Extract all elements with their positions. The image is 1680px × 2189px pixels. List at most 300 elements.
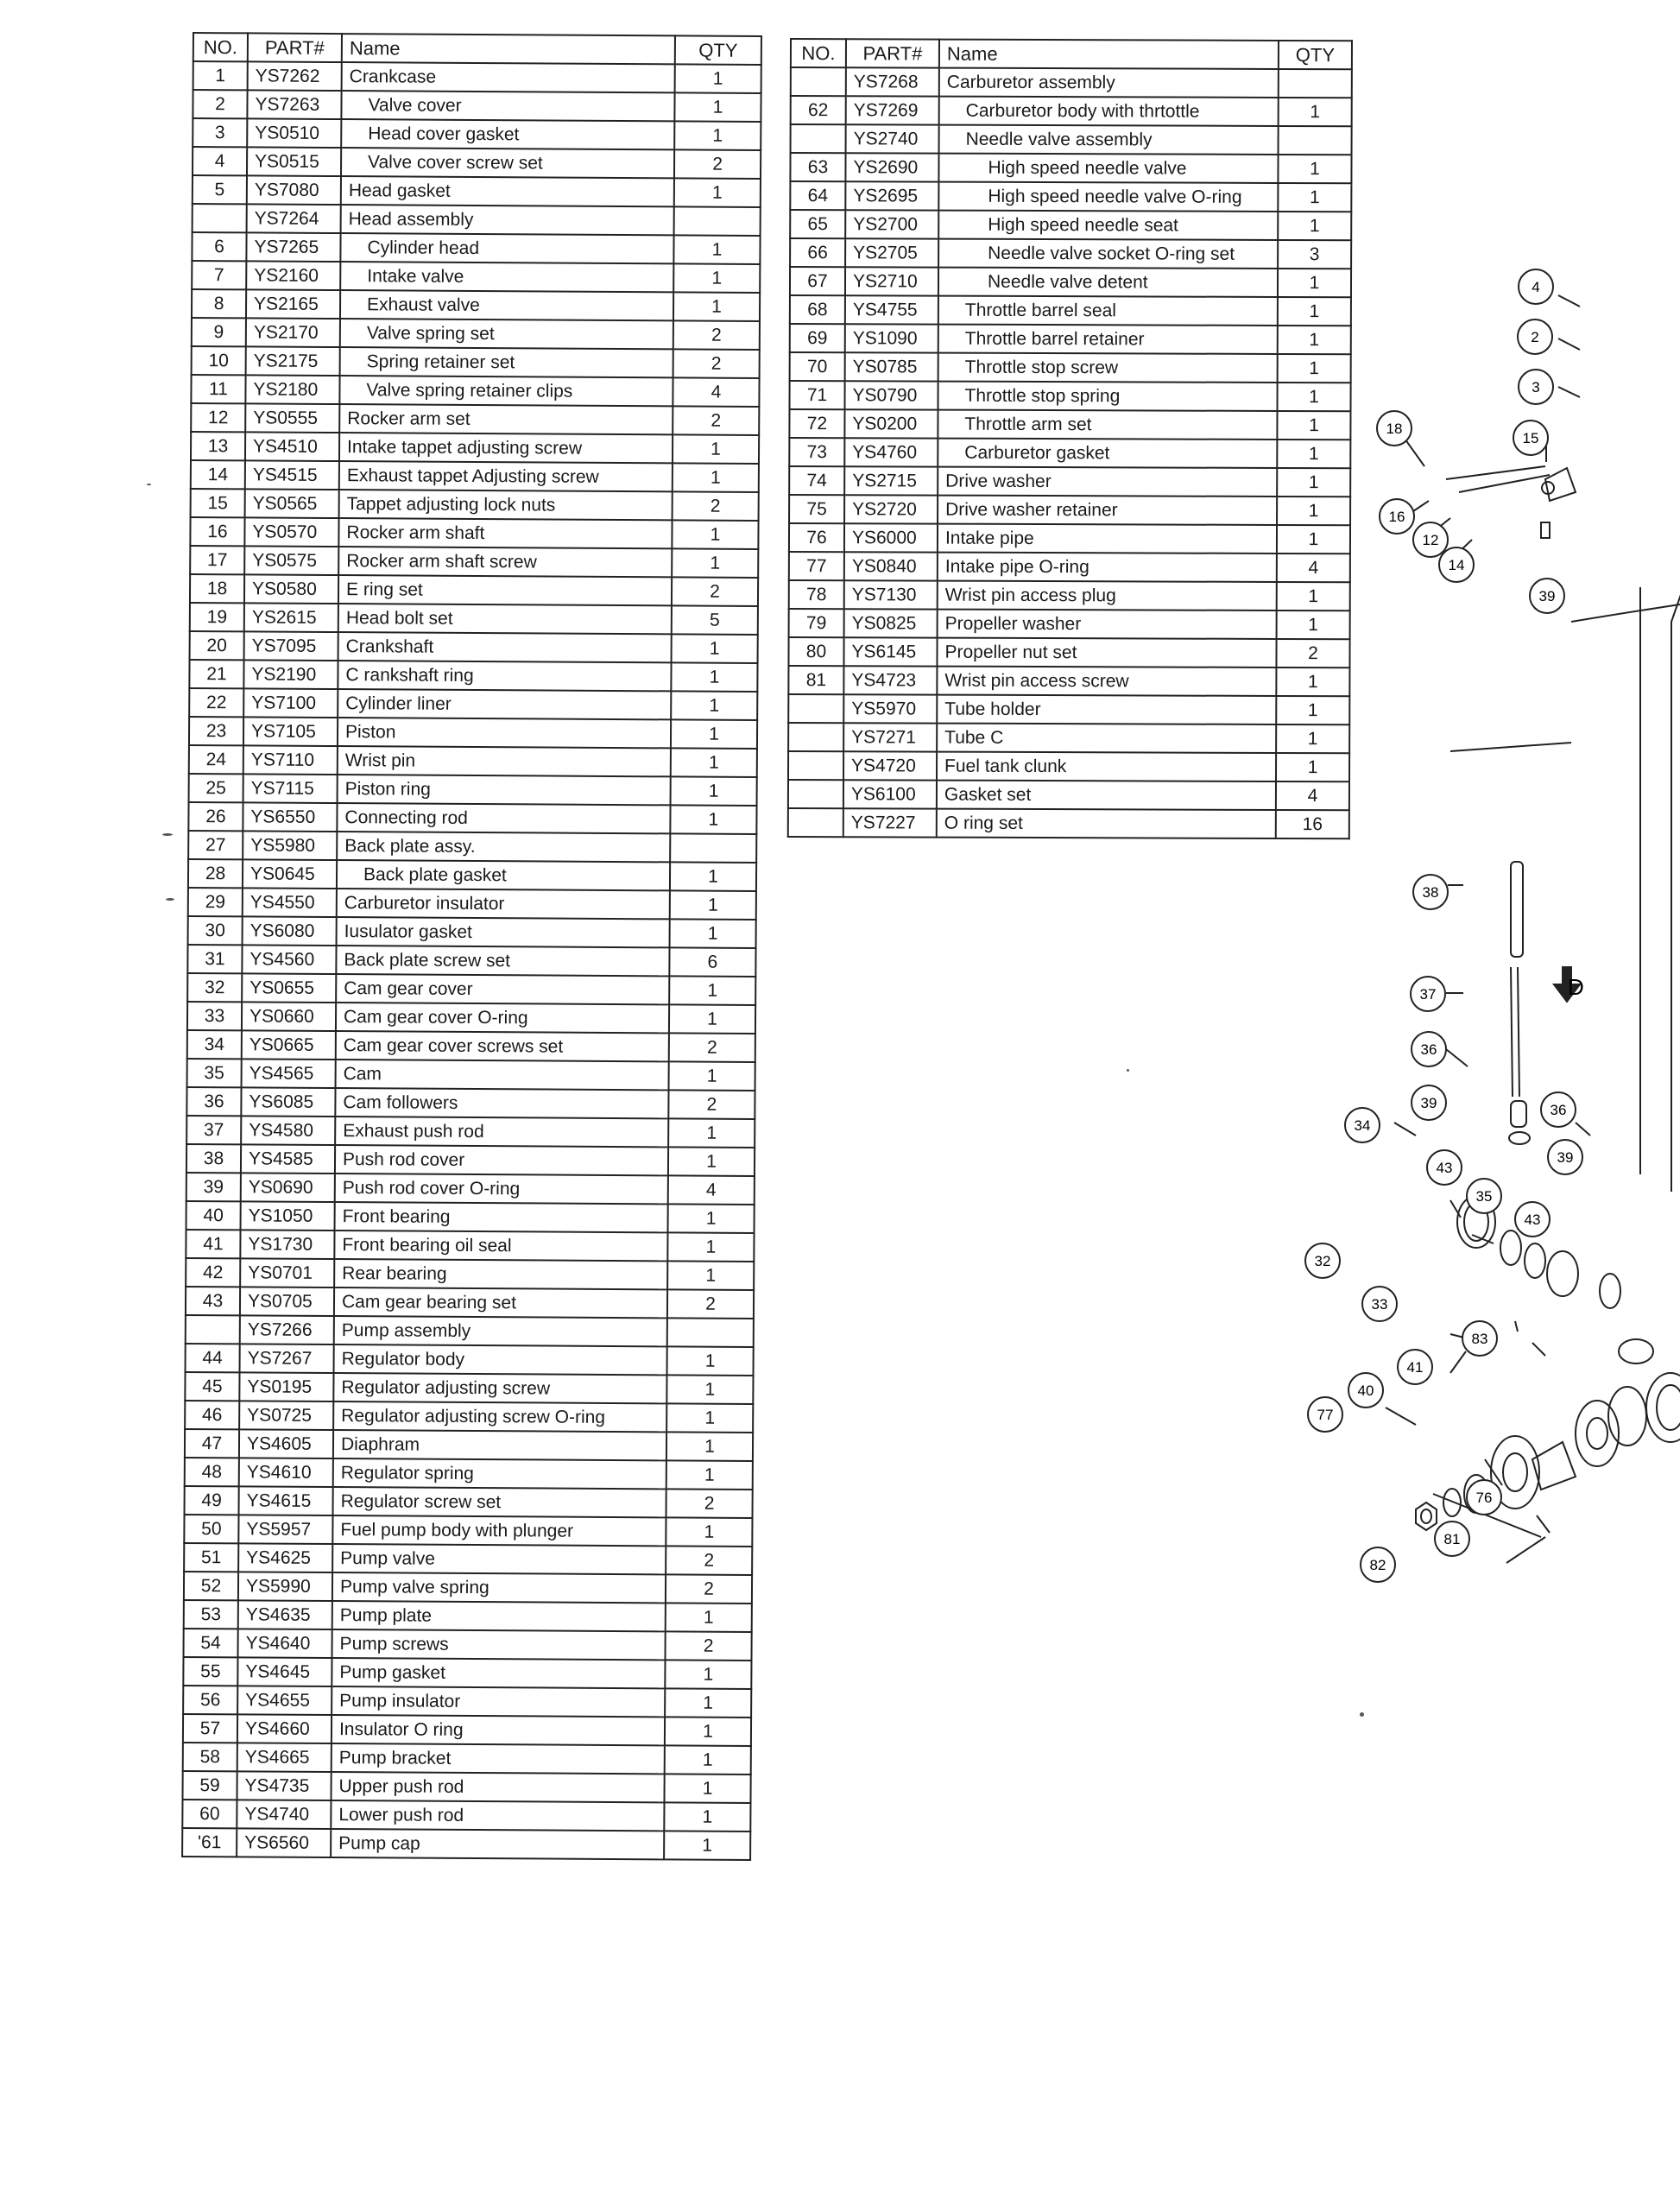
part-name-cell: Regulator screw set <box>333 1487 666 1517</box>
part-number-cell-no: 18 <box>190 574 244 603</box>
part-number-cell-no: 12 <box>191 403 245 432</box>
part-number-cell: YS0701 <box>240 1258 334 1287</box>
col-header-no: NO. <box>193 33 248 61</box>
part-name-cell: Front bearing <box>335 1202 668 1232</box>
part-name-cell: Drive washer retainer <box>938 496 1277 525</box>
part-number-cell: YS7227 <box>843 808 937 837</box>
part-name-cell: Throttle barrel seal <box>938 296 1278 326</box>
part-number-cell-no: 72 <box>789 409 844 438</box>
part-name-cell: Rocker arm set <box>339 404 673 434</box>
callout-37 <box>1411 977 1445 1011</box>
part-name-cell: Pump assembly <box>334 1316 667 1346</box>
part-name-cell: Gasket set <box>937 781 1276 810</box>
part-number-cell-no: 71 <box>789 381 844 409</box>
part-number-cell: YS4515 <box>245 460 339 490</box>
part-number-cell: YS7269 <box>846 96 939 124</box>
part-name-cell: Rocker arm shaft screw <box>338 547 672 577</box>
svg-text:76: 76 <box>1475 1490 1493 1506</box>
col-header-qty: QTY <box>1279 41 1352 69</box>
quantity-cell: 1 <box>666 1403 753 1433</box>
part-name-cell: Pump bracket <box>332 1743 665 1774</box>
part-number-cell-no: 79 <box>789 609 844 637</box>
table-row <box>186 1315 754 1347</box>
table-row <box>193 118 761 150</box>
svg-text:16: 16 <box>1388 509 1405 525</box>
table-header-row <box>791 39 1352 69</box>
quantity-cell: 1 <box>667 1261 754 1290</box>
part-number-cell: YS2170 <box>246 318 340 347</box>
table-row <box>791 67 1352 98</box>
part-name-cell: Cam gear cover <box>336 974 669 1004</box>
part-number-cell-no: 80 <box>788 637 843 666</box>
quantity-cell: 2 <box>673 491 759 521</box>
part-name-cell: E ring set <box>338 575 672 605</box>
quantity-cell: 1 <box>671 691 757 720</box>
quantity-cell: 1 <box>674 178 761 207</box>
part-name-cell: Cam <box>336 1060 669 1090</box>
quantity-cell: 1 <box>669 976 755 1005</box>
part-number-cell-no: 21 <box>189 660 243 688</box>
part-number-cell: YS6000 <box>844 523 938 552</box>
part-number-cell-no: 26 <box>188 802 243 831</box>
part-number-cell: YS0510 <box>247 118 341 148</box>
part-number-cell-no: 5 <box>193 175 247 204</box>
quantity-cell: 3 <box>1278 240 1351 269</box>
part-name-cell: Exhaust push rod <box>335 1117 668 1147</box>
table-row <box>186 1287 754 1319</box>
callout-33 <box>1362 1287 1397 1321</box>
quantity-cell <box>674 206 761 236</box>
part-number-cell: YS4660 <box>237 1714 332 1743</box>
table-row <box>193 90 761 122</box>
part-number-cell-no: 3 <box>193 118 247 147</box>
svg-text:2: 2 <box>1531 329 1539 345</box>
callout-4 <box>1519 269 1553 304</box>
part-name-cell: Iusulator gasket <box>337 917 670 947</box>
callout-41 <box>1398 1350 1432 1384</box>
part-number-cell: YS0645 <box>243 859 337 889</box>
part-number-cell: YS0575 <box>244 546 338 575</box>
diagram-edge-letter: D <box>1568 974 1584 1000</box>
part-name-cell: Pump gasket <box>332 1658 665 1688</box>
part-name-cell: Fuel pump body with plunger <box>332 1515 666 1546</box>
part-number-cell-no: 58 <box>183 1743 237 1771</box>
table-row <box>189 745 757 777</box>
quantity-cell: 6 <box>669 947 755 977</box>
table-row <box>183 1743 751 1775</box>
table-row <box>788 666 1349 696</box>
part-number-cell: YS4635 <box>238 1600 332 1629</box>
part-number-cell: YS4610 <box>239 1458 333 1487</box>
quantity-cell: 2 <box>666 1574 752 1604</box>
quantity-cell: 1 <box>670 890 756 920</box>
quantity-cell: 1 <box>666 1517 752 1547</box>
quantity-cell: 1 <box>1278 297 1351 326</box>
part-number-cell-no: 52 <box>184 1572 238 1600</box>
table-row <box>192 318 760 350</box>
table-row <box>191 489 759 521</box>
part-number-cell: YS4560 <box>242 945 336 974</box>
part-name-cell: Rear bearing <box>334 1259 667 1289</box>
svg-text:35: 35 <box>1475 1188 1493 1205</box>
table-row <box>193 204 761 236</box>
part-number-cell-no: 37 <box>186 1116 241 1144</box>
part-name-cell: Front bearing oil seal <box>334 1231 667 1261</box>
svg-text:82: 82 <box>1369 1557 1386 1573</box>
callout-12 <box>1413 522 1448 557</box>
part-name-cell: Pump valve <box>332 1544 666 1574</box>
quantity-cell: 1 <box>1278 326 1351 354</box>
quantity-cell: 1 <box>673 263 760 293</box>
quantity-cell: 1 <box>670 919 756 948</box>
part-number-cell-no: 67 <box>790 267 845 295</box>
part-name-cell: Exhaust valve <box>340 290 673 320</box>
part-number-cell-no: 1 <box>193 61 248 90</box>
quantity-cell: 1 <box>1279 98 1352 126</box>
table-row <box>186 1230 754 1262</box>
part-number-cell: YS7105 <box>243 717 338 746</box>
part-name-cell: Fuel tank clunk <box>937 752 1276 781</box>
table-row <box>184 1543 752 1575</box>
table-row <box>188 888 756 920</box>
callout-3 <box>1519 370 1553 404</box>
svg-text:4: 4 <box>1532 279 1540 295</box>
callout-39 <box>1412 1085 1446 1120</box>
table-row <box>789 495 1350 525</box>
table-row <box>192 289 760 321</box>
part-number-cell-no: 11 <box>191 375 245 403</box>
callout-34 <box>1345 1108 1380 1142</box>
callout-36 <box>1412 1032 1446 1066</box>
part-number-cell: YS6080 <box>243 916 337 946</box>
table-row <box>185 1458 753 1490</box>
table-row <box>185 1372 753 1404</box>
table-row <box>188 916 756 948</box>
part-number-cell-no: 73 <box>789 438 844 466</box>
part-number-cell: YS2740 <box>846 124 939 153</box>
part-number-cell-no: 53 <box>184 1600 238 1629</box>
quantity-cell: 1 <box>666 1375 753 1404</box>
table-row <box>190 631 758 663</box>
part-number-cell: YS4605 <box>239 1429 333 1458</box>
quantity-cell: 1 <box>667 1232 754 1262</box>
part-name-cell: Carburetor gasket <box>938 439 1277 468</box>
part-number-cell: YS0725 <box>239 1401 333 1430</box>
part-number-cell: YS1050 <box>241 1201 335 1231</box>
part-number-cell: YS4640 <box>238 1629 332 1658</box>
table-row <box>191 403 759 435</box>
part-number-cell: YS7268 <box>846 67 939 96</box>
quantity-cell: 1 <box>666 1432 753 1461</box>
table-row <box>185 1429 753 1461</box>
part-number-cell: YS5990 <box>238 1572 332 1601</box>
part-number-cell-no: 28 <box>188 859 243 888</box>
part-number-cell-no: 40 <box>186 1201 241 1230</box>
part-number-cell: YS4645 <box>237 1657 332 1686</box>
part-number-cell: YS0195 <box>239 1372 333 1401</box>
part-number-cell-no: 49 <box>185 1486 239 1515</box>
callout-43 <box>1427 1150 1462 1185</box>
quantity-cell: 1 <box>1276 667 1349 696</box>
col-header-name: Name <box>939 40 1279 69</box>
parts-table-right-body <box>788 67 1352 838</box>
table-row <box>788 637 1349 667</box>
part-number-cell-no: 51 <box>184 1543 238 1572</box>
part-name-cell: Carburetor assembly <box>939 68 1279 98</box>
quantity-cell: 1 <box>668 1147 755 1176</box>
part-number-cell-no: 64 <box>790 181 845 210</box>
table-row <box>192 232 760 264</box>
quantity-cell: 1 <box>673 463 759 492</box>
part-name-cell: Crankshaft <box>338 632 672 662</box>
part-number-cell-no: 19 <box>190 603 244 631</box>
part-name-cell: High speed needle valve O-ring <box>938 182 1278 212</box>
part-name-cell: Pump insulator <box>332 1686 665 1717</box>
table-row <box>182 1771 750 1803</box>
svg-text:43: 43 <box>1436 1160 1453 1176</box>
callout-77 <box>1308 1397 1342 1432</box>
callout-18 <box>1377 411 1412 446</box>
quantity-cell: 2 <box>673 349 760 378</box>
quantity-cell: 2 <box>668 1090 755 1119</box>
part-number-cell: YS5957 <box>238 1515 332 1544</box>
table-row <box>790 210 1351 240</box>
part-number-cell: YS7115 <box>243 774 338 803</box>
svg-text:43: 43 <box>1524 1212 1541 1228</box>
callout-36 <box>1541 1092 1576 1127</box>
table-row <box>789 381 1350 411</box>
quantity-cell: 1 <box>669 1061 755 1091</box>
table-row <box>788 694 1349 724</box>
svg-text:12: 12 <box>1422 532 1439 548</box>
part-number-cell: YS4720 <box>843 751 937 780</box>
part-name-cell: Crankcase <box>342 62 675 92</box>
part-number-cell: YS7080 <box>247 175 341 205</box>
callout-76 <box>1467 1480 1501 1515</box>
table-row <box>790 352 1351 383</box>
table-row <box>788 808 1349 838</box>
svg-text:3: 3 <box>1532 379 1540 395</box>
part-name-cell: Cylinder head <box>340 233 673 263</box>
quantity-cell: 2 <box>669 1033 755 1062</box>
part-number-cell: YS2700 <box>845 210 938 238</box>
part-number-cell: YS4735 <box>237 1771 331 1800</box>
quantity-cell: 1 <box>670 862 756 891</box>
part-name-cell: Insulator O ring <box>332 1715 665 1745</box>
part-number-cell: YS0690 <box>241 1173 335 1202</box>
callout-81 <box>1435 1522 1469 1556</box>
quantity-cell: 1 <box>1278 183 1351 212</box>
part-name-cell: Regulator adjusting screw <box>333 1373 666 1403</box>
part-number-cell-no: 57 <box>183 1714 237 1743</box>
table-row <box>191 375 759 407</box>
part-number-cell: YS4550 <box>243 888 337 917</box>
quantity-cell: 16 <box>1276 810 1349 838</box>
part-number-cell: YS7100 <box>243 688 338 718</box>
quantity-cell: 1 <box>1277 383 1350 411</box>
part-number-cell: YS7130 <box>844 580 938 609</box>
part-number-cell: YS2160 <box>246 261 340 290</box>
quantity-cell: 1 <box>665 1717 751 1746</box>
quantity-cell: 4 <box>1277 554 1350 582</box>
part-name-cell: Intake tappet adjusting screw <box>339 433 673 463</box>
quantity-cell: 1 <box>665 1660 751 1689</box>
table-header-row <box>193 33 761 65</box>
part-number-cell-no: 29 <box>188 888 243 916</box>
part-name-cell: Push rod cover <box>335 1145 668 1175</box>
quantity-cell: 1 <box>665 1688 751 1718</box>
part-number-cell-no: 68 <box>790 295 845 324</box>
part-number-cell-no: 15 <box>191 489 245 517</box>
col-header-no: NO. <box>791 39 846 67</box>
table-row <box>191 432 759 464</box>
parts-table-right <box>787 38 1353 839</box>
part-number-cell: YS0580 <box>244 574 338 604</box>
table-row <box>188 859 756 891</box>
quantity-cell: 1 <box>1277 611 1350 639</box>
part-number-cell-no: 32 <box>187 973 242 1002</box>
part-number-cell: YS7095 <box>244 631 338 661</box>
table-row <box>186 1201 755 1233</box>
part-name-cell: Tube C <box>937 724 1276 753</box>
exploded-engine-diagram <box>1314 242 1680 1649</box>
table-row <box>789 552 1350 582</box>
part-number-cell-no: 13 <box>191 432 245 460</box>
quantity-cell: 4 <box>668 1175 755 1205</box>
part-name-cell: Carburetor insulator <box>337 889 670 919</box>
quantity-cell: 1 <box>671 776 757 806</box>
part-number-cell: YS4760 <box>844 438 938 466</box>
part-name-cell: Throttle stop spring <box>938 382 1277 411</box>
table-row <box>790 238 1351 269</box>
quantity-cell: 1 <box>669 1004 755 1034</box>
svg-text:40: 40 <box>1357 1382 1374 1399</box>
part-name-cell: High speed needle valve <box>938 154 1278 183</box>
quantity-cell: 5 <box>672 605 758 635</box>
part-name-cell: Push rod cover O-ring <box>335 1174 668 1204</box>
part-number-cell: YS0555 <box>245 403 339 433</box>
callout-40 <box>1348 1373 1383 1408</box>
part-name-cell: Upper push rod <box>331 1772 664 1802</box>
part-number-cell: YS6145 <box>843 637 937 666</box>
table-row <box>190 574 758 606</box>
table-row <box>185 1486 753 1518</box>
quantity-cell: 1 <box>1276 724 1349 753</box>
part-number-cell-no: 77 <box>789 552 844 580</box>
part-number-cell-no: 10 <box>192 346 246 375</box>
part-number-cell-no: 78 <box>789 580 844 609</box>
part-name-cell: Pump screws <box>332 1629 666 1660</box>
quantity-cell: 1 <box>666 1460 753 1490</box>
part-number-cell: YS0790 <box>844 381 938 409</box>
part-name-cell: Needle valve socket O-ring set <box>938 239 1278 269</box>
part-number-cell: YS1730 <box>240 1230 334 1259</box>
part-number-cell: YS0565 <box>245 489 339 518</box>
part-number-cell: YS4655 <box>237 1686 332 1715</box>
part-number-cell: YS2690 <box>845 153 938 181</box>
part-number-cell: YS4755 <box>845 295 938 324</box>
table-row <box>189 774 757 806</box>
part-number-cell-no <box>193 204 247 232</box>
quantity-cell: 1 <box>671 748 757 777</box>
table-row <box>790 181 1351 212</box>
part-number-cell: YS0570 <box>244 517 338 547</box>
quantity-cell: 1 <box>1277 468 1350 497</box>
table-row <box>187 1002 755 1034</box>
table-row <box>187 945 755 977</box>
part-number-cell: YS0660 <box>242 1002 336 1031</box>
table-row <box>186 1116 755 1148</box>
part-number-cell-no: 8 <box>192 289 246 318</box>
part-number-cell-no: 75 <box>789 495 844 523</box>
svg-text:34: 34 <box>1354 1117 1371 1134</box>
quantity-cell: 1 <box>674 121 761 150</box>
part-number-cell: YS7266 <box>240 1315 334 1344</box>
part-number-cell: YS2180 <box>245 375 339 404</box>
quantity-cell: 2 <box>674 149 761 179</box>
quantity-cell: 1 <box>671 719 757 749</box>
part-number-cell-no: 48 <box>185 1458 239 1486</box>
table-row <box>790 153 1351 183</box>
quantity-cell: 1 <box>664 1831 750 1860</box>
part-name-cell: Needle valve assembly <box>939 125 1279 155</box>
table-row <box>182 1800 750 1832</box>
part-name-cell: Wrist pin access plug <box>938 581 1277 611</box>
quantity-cell: 4 <box>673 377 759 407</box>
part-name-cell: Regulator adjusting screw O-ring <box>333 1401 666 1432</box>
part-number-cell: YS2615 <box>244 603 338 632</box>
part-number-cell-no: 69 <box>790 324 845 352</box>
quantity-cell: 1 <box>664 1774 750 1803</box>
part-name-cell: Regulator spring <box>333 1458 666 1489</box>
part-name-cell: Cam gear bearing set <box>334 1287 667 1318</box>
quantity-cell: 1 <box>1278 212 1351 240</box>
parts-table-left <box>181 32 762 1861</box>
part-number-cell-no: 70 <box>790 352 845 381</box>
part-number-cell-no: 55 <box>183 1657 237 1686</box>
table-row <box>183 1714 751 1746</box>
table-row <box>187 973 755 1005</box>
scan-mark <box>1360 1712 1364 1717</box>
table-row <box>192 346 760 378</box>
part-name-cell: Piston ring <box>338 775 671 805</box>
table-row <box>190 517 758 549</box>
part-name-cell: Cylinder liner <box>338 689 671 719</box>
part-name-cell: Valve cover <box>341 91 674 121</box>
quantity-cell: 1 <box>1277 525 1350 554</box>
svg-text:39: 39 <box>1420 1095 1437 1111</box>
part-number-cell-no: 7 <box>192 261 246 289</box>
part-number-cell-no: 22 <box>189 688 243 717</box>
part-number-cell-no: 34 <box>187 1030 242 1059</box>
part-number-cell: YS0655 <box>242 973 336 1003</box>
part-name-cell: Head assembly <box>341 205 674 235</box>
part-number-cell: YS2705 <box>845 238 938 267</box>
part-name-cell: Regulator body <box>334 1344 667 1375</box>
table-row <box>789 609 1350 639</box>
part-number-cell-no <box>788 780 843 808</box>
table-row <box>193 147 761 179</box>
quantity-cell: 1 <box>673 434 759 464</box>
part-number-cell: YS7265 <box>246 232 340 262</box>
part-number-cell: YS0515 <box>247 147 341 176</box>
quantity-cell: 1 <box>1278 354 1351 383</box>
table-row <box>186 1173 755 1205</box>
svg-text:15: 15 <box>1522 430 1539 446</box>
part-name-cell: Head bolt set <box>338 604 672 634</box>
table-row <box>788 751 1349 781</box>
part-number-cell-no: 81 <box>788 666 843 694</box>
